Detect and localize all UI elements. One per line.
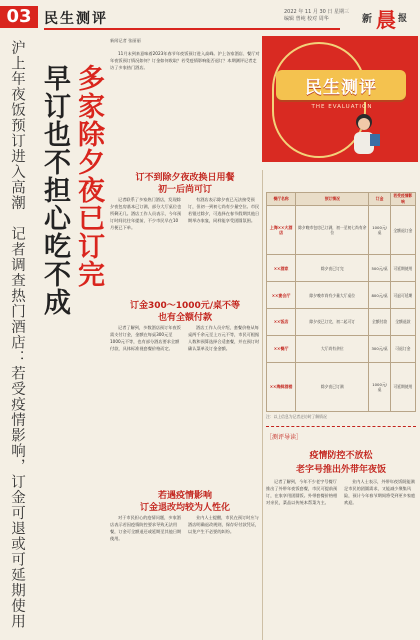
survey-table	[266, 192, 416, 412]
main-title-black: 早订也不担心吃不成	[39, 64, 70, 316]
dashed-rule	[266, 426, 416, 427]
table-cell: 可延期使用	[390, 255, 415, 282]
table-header: 餐厅名称	[267, 193, 296, 206]
column-logo	[262, 36, 418, 162]
table-cell: ××海鲜酒楼	[267, 362, 296, 411]
table-cell: 可退可延期	[390, 282, 415, 309]
table-cell: 1000元/桌	[369, 206, 390, 255]
table-row	[267, 308, 416, 335]
body-paragraph-6: 业内人士提醒，市民在预订时应与酒店明确退改规则，保存好付款凭证，以免产生不必要的纠纷。	[188, 515, 260, 534]
table-cell: 上海××大酒店	[267, 206, 296, 255]
side-tag: ［测评导读］	[266, 434, 303, 441]
table-note: 注：以上信息为记者走访时了解情况	[266, 414, 327, 419]
logo-banner	[276, 70, 406, 100]
subhead-3-line2: 订金退改均较为人性化	[139, 503, 230, 513]
table-row	[267, 362, 416, 411]
table-cell: ××饭店	[267, 308, 296, 335]
table-cell: ××餐厅	[267, 335, 296, 362]
table-row	[267, 335, 416, 362]
column-divider	[262, 170, 263, 640]
table-cell: 全额退款	[390, 308, 415, 335]
table-cell: 除夕夜已订完，初二起可订	[296, 308, 369, 335]
table-cell: 800元/桌	[369, 282, 390, 309]
table-row	[267, 282, 416, 309]
side-paragraph-1: 记者了解到，今年不少老字号餐厅推出了外带年夜饭套餐，市民可提前预订，在家享用团圆饭。外带套餐价格相对亲民，菜品以传统本帮菜为主。	[266, 479, 338, 505]
logo-title: 民生测评	[305, 78, 377, 98]
section-title: 民生测评	[44, 11, 108, 27]
table-cell: 300元/桌	[369, 335, 390, 362]
subhead-2-line2: 也有全额付款	[157, 313, 212, 323]
table-cell: 大厅尚有余位	[296, 335, 369, 362]
subhead-3-line1: 若遇疫情影响	[157, 491, 212, 501]
table-cell: 除夕夜已订满	[296, 362, 369, 411]
table-row	[267, 255, 416, 282]
table-cell: 除夕夜已订完	[296, 255, 369, 282]
masthead-logo	[362, 4, 416, 32]
table-cell: 1000元/桌	[369, 362, 390, 411]
table-cell: 全额付款	[369, 308, 390, 335]
table-header: 预订情况	[296, 193, 369, 206]
subhead-1-line2: 初一后尚可订	[157, 185, 212, 195]
vertical-subtitle: 沪上年夜饭预订进入高潮 记者调查热门酒店：若受疫情影响，订金可退或可延期使用	[9, 40, 25, 629]
subhead-2-line1: 订金300～1000元/桌不等	[129, 301, 241, 311]
table-cell: 500元/桌	[369, 255, 390, 282]
body-paragraph-1: 记者联系了多家热门酒店，发现除夕夜包房基本已订满，部分大厅桌位也所剩无几。酒店工作人员表示，今年预订时间比往年提前，不少市民早在10月便已下单。	[110, 197, 182, 230]
table-cell: ××宴会厅	[267, 282, 296, 309]
subhead-1-line1: 订不到除夕夜改换日用餐	[135, 173, 235, 183]
page-header	[0, 0, 420, 30]
logo-subtitle: THE EVALUATION	[311, 104, 373, 110]
table-cell: ××酒家	[267, 255, 296, 282]
body-paragraph-3: 记者了解到，多数酒店预订年夜饭需支付订金，金额在每桌300元至1000元不等，也有部分酒店要求全额付款，具体标准视套餐价格而定。	[110, 325, 181, 351]
table-cell: 除夕晚市包房已订满，初一至初七尚有余位	[296, 206, 369, 255]
side-paragraph-2: 业内人士表示，外带年夜饭既能满足市民的团圆需求，又能减少聚集风险，预计今年春节期间将受到更多家庭欢迎。	[344, 479, 416, 505]
body-paragraph-4: 酒店工作人员介绍，套餐价格从每桌两千余元至上万元不等，市民可根据人数和预算选择合适套餐，并在预订时确认菜单及订金金额。	[188, 325, 260, 351]
table-row	[267, 206, 416, 255]
side-headline-2: 老字号推出外带年夜饭	[295, 465, 386, 475]
lead-paragraph: 11月末到来意味着2023年春节年夜饭预订进入高峰。沪上各家酒店、餐厅对年夜饭预订情况如何？订金如何收取？若受疫情影响能否退订？本期测评记者走访了多家热门酒店。	[110, 51, 260, 70]
body-paragraph-5: 对于市民担心的疫情问题，多家酒店表示若因疫情防控要求导致无法用餐，订金可全额退还或延期至其他日期使用。	[110, 515, 182, 541]
table-header-row	[267, 193, 416, 206]
main-title-red: 多家除夕夜已订完	[73, 64, 104, 288]
masthead-post: 报	[398, 14, 408, 24]
reporter-illustration	[340, 108, 388, 156]
table-cell: 可退订金	[390, 335, 415, 362]
masthead-pre: 新	[362, 14, 372, 25]
table-cell: 全额退订金	[390, 206, 415, 255]
header-rule	[44, 28, 340, 30]
masthead-big: 晨	[376, 8, 396, 32]
table-header: 订金	[369, 193, 390, 206]
body-paragraph-2: 有酒店表示除夕夜已无法接受预订，但初一到初七尚有少量空位。市民若错过除夕，可选择在春节假期其他日期举办家宴，同样能享受团圆氛围。	[188, 197, 260, 223]
table-header: 若受疫情影响	[390, 193, 415, 206]
table-cell: 除夕晚市尚有少量大厅桌位	[296, 282, 369, 309]
side-headline-1: 疫情防控不放松	[309, 451, 373, 461]
byline: 新闻记者 张丽丽	[110, 38, 141, 43]
page-number: 03	[0, 6, 38, 28]
date-line: 2022 年 11 月 30 日 星期三 编辑 曾纯 校对 周华	[284, 9, 349, 22]
table-cell: 可延期使用	[390, 362, 415, 411]
